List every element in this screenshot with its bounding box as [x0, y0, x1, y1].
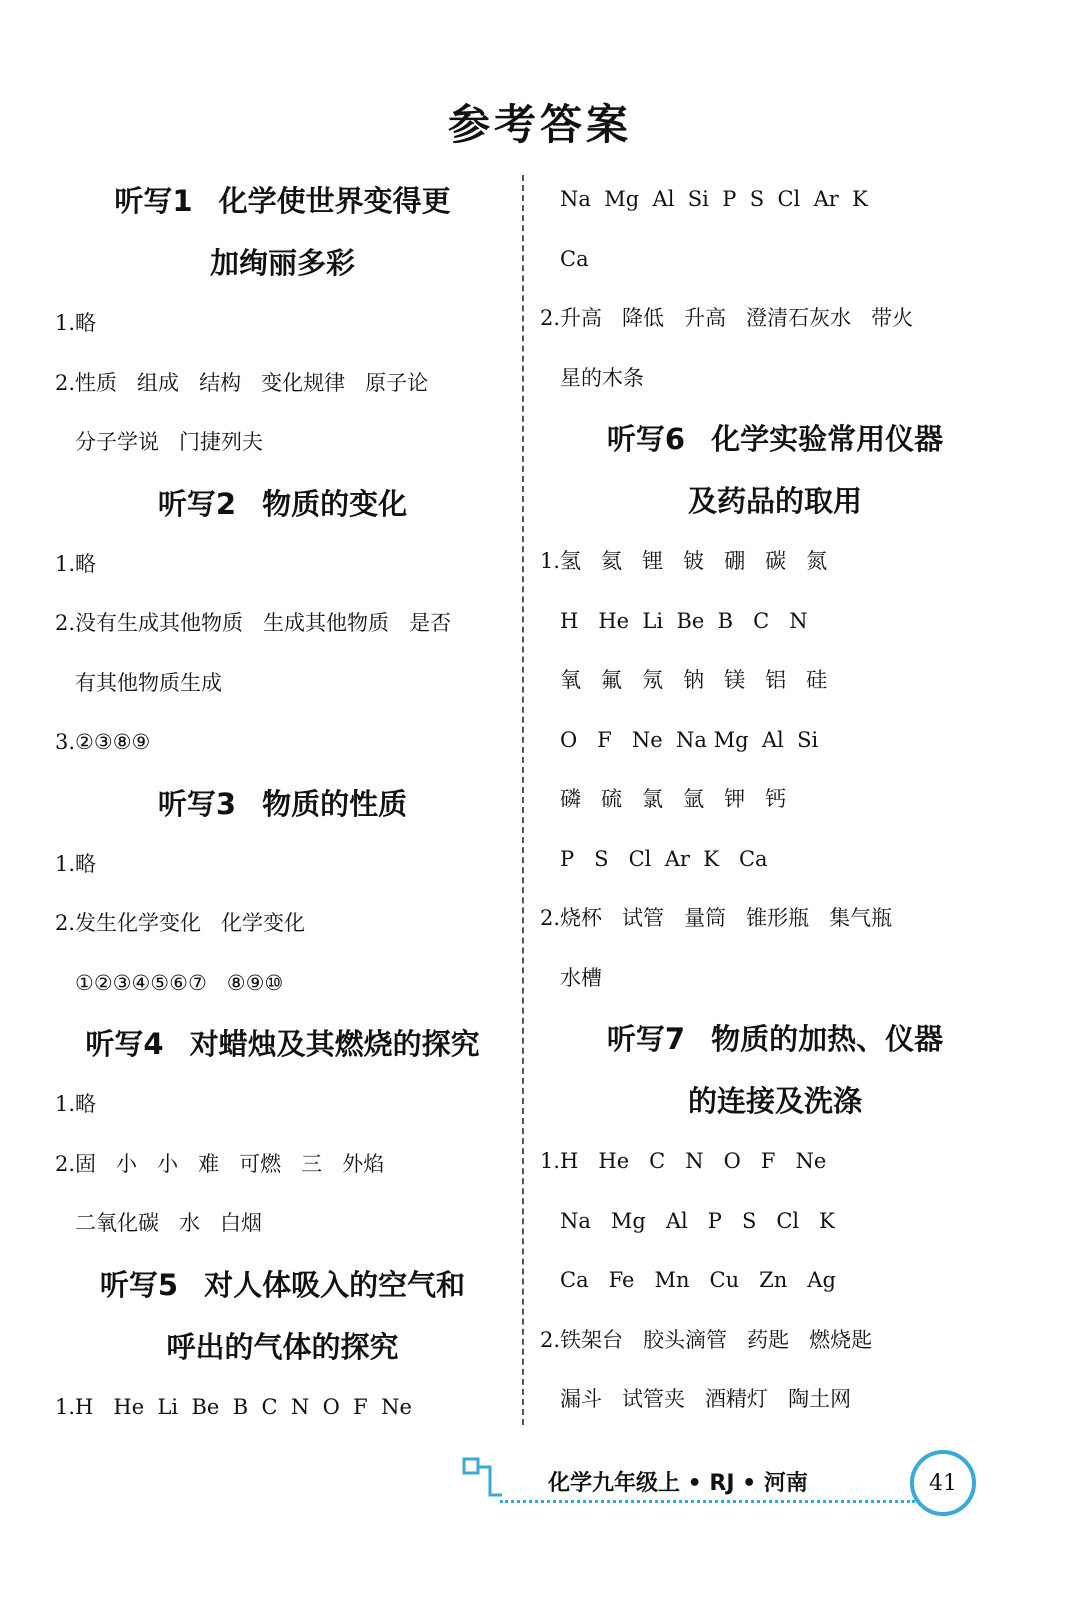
answer-line: 1.略 — [55, 851, 97, 876]
section-title: 物质的性质 — [262, 786, 408, 821]
answer-line: O F Ne Na Mg Al Si — [560, 727, 819, 752]
answer-line: 星的木条 — [560, 365, 644, 390]
answer-line: 2.没有生成其他物质 生成其他物质 是否 — [55, 611, 452, 635]
answer-line: 1.H He Li Be B C N O F Ne — [55, 1394, 412, 1419]
section-title: 化学实验常用仪器 — [711, 422, 944, 456]
column-divider — [522, 175, 524, 1425]
answer-line: 2.升高 降低 升高 澄清石灰水 带火 — [540, 306, 914, 330]
section-heading — [55, 773, 510, 835]
section-heading — [540, 408, 1010, 470]
answer-line: 2.固 小 小 难 可燃 三 外焰 — [55, 1151, 385, 1176]
section-number: 听写5 — [99, 1267, 179, 1302]
answer-line: Na Mg Al Si P S Cl Ar K — [560, 187, 868, 211]
footer-dotted-line — [500, 1500, 915, 1503]
answer-line: 1.氢 氦 锂 铍 硼 碳 氮 — [540, 549, 828, 573]
section-number: 听写3 — [157, 786, 237, 821]
answer-line: 分子学说 门捷列夫 — [75, 430, 264, 454]
answer-line: 1.H He C N O F Ne — [540, 1149, 827, 1173]
section-heading — [55, 1316, 510, 1378]
answer-line: 有其他物质生成 — [75, 670, 222, 695]
section-title: 物质的变化 — [262, 486, 408, 521]
answer-line: 1.略 — [55, 551, 97, 576]
section-title: 物质的加热、仪器 — [711, 1022, 944, 1056]
answer-line: 2.发生化学变化 化学变化 — [55, 911, 306, 935]
answer-line: H He Li Be B C N — [560, 608, 808, 633]
answer-line: 二氧化碳 水 白烟 — [75, 1211, 263, 1235]
section-number: 听写2 — [157, 486, 237, 521]
page-title: 参考答案 — [447, 100, 632, 149]
section-title: 对蜡烛及其燃烧的探究 — [189, 1027, 480, 1061]
answer-line: Na Mg Al P S Cl K — [560, 1208, 835, 1233]
section-heading — [55, 1254, 510, 1316]
answer-line: Ca Fe Mn Cu Zn Ag — [560, 1268, 836, 1292]
section-heading — [55, 1013, 510, 1075]
section-title: 呼出的气体的探究 — [166, 1329, 399, 1364]
section-title: 对人体吸入的空气和 — [204, 1267, 466, 1302]
section-heading — [55, 170, 510, 232]
footer-book-title: 化学九年级上 • RJ • 河南 — [548, 1471, 808, 1496]
section-title: 及药品的取用 — [687, 484, 862, 518]
answer-line: 3.②③⑧⑨ — [55, 730, 151, 754]
section-heading — [55, 473, 510, 535]
answer-line: ①②③④⑤⑥⑦ ⑧⑨⑩ — [75, 970, 284, 995]
section-heading — [540, 470, 1010, 532]
answer-line: 漏斗 试管夹 酒精灯 陶土网 — [560, 1387, 852, 1411]
answer-line: 1.略 — [55, 1092, 97, 1116]
section-number: 听写4 — [85, 1027, 164, 1061]
answer-line: P S Cl Ar K Ca — [560, 846, 768, 871]
right-column — [540, 170, 1010, 1430]
left-column — [55, 170, 510, 1437]
section-title: 加绚丽多彩 — [209, 246, 355, 280]
answer-line: 1.略 — [55, 311, 97, 335]
answer-line: 2.铁架台 胶头滴管 药匙 燃烧匙 — [540, 1327, 873, 1352]
section-number: 听写6 — [606, 422, 686, 456]
answer-line: 水槽 — [560, 965, 602, 990]
answer-line: Ca — [560, 246, 589, 271]
section-title: 的连接及洗涤 — [687, 1084, 862, 1118]
section-number: 听写1 — [114, 184, 193, 218]
section-heading — [55, 232, 510, 294]
section-heading — [540, 1008, 1010, 1070]
answer-line: 磷 硫 氯 氩 钾 钙 — [560, 787, 787, 811]
answer-line: 2.烧杯 试管 量筒 锥形瓶 集气瓶 — [540, 906, 893, 930]
section-number: 听写7 — [606, 1022, 686, 1056]
footer-bracket-icon — [460, 1455, 504, 1505]
answer-line: 2.性质 组成 结构 变化规律 原子论 — [55, 370, 429, 395]
answer-line: 氧 氟 氖 钠 镁 铝 硅 — [560, 668, 828, 692]
page-number: 41 — [910, 1450, 976, 1516]
section-title: 化学使世界变得更 — [218, 184, 451, 218]
section-heading — [540, 1070, 1010, 1132]
